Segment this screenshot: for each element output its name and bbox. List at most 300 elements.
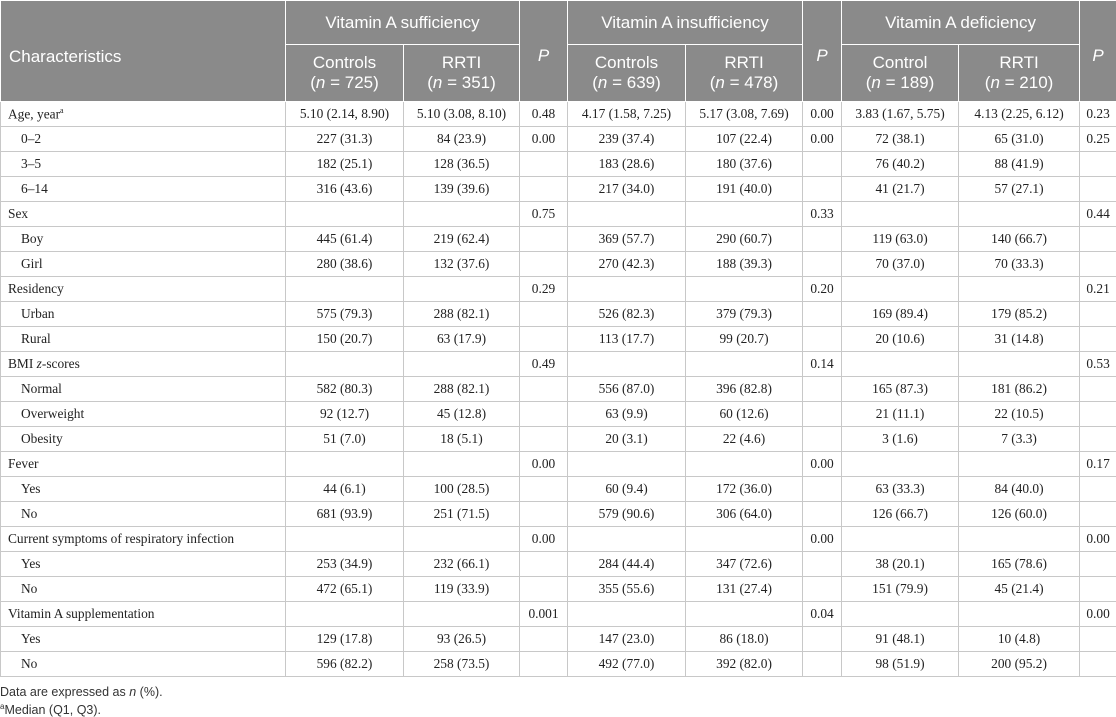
value-cell: 99 (20.7) xyxy=(686,327,803,352)
subcol-n: (n = 210) xyxy=(984,73,1054,92)
value-cell xyxy=(842,602,959,627)
p-header-sufficiency: P xyxy=(520,1,568,102)
subcol-name: Control xyxy=(872,53,928,72)
value-cell: 119 (63.0) xyxy=(842,227,959,252)
value-cell: 132 (37.6) xyxy=(404,252,520,277)
p-value-cell xyxy=(803,652,842,677)
p-value-cell xyxy=(1080,302,1116,327)
value-cell: 21 (11.1) xyxy=(842,402,959,427)
value-cell: 165 (78.6) xyxy=(959,552,1080,577)
p-value-cell: 0.00 xyxy=(520,127,568,152)
p-value-cell xyxy=(803,502,842,527)
row-label-text: Fever xyxy=(8,456,39,471)
value-cell xyxy=(842,452,959,477)
p-value-cell: 0.49 xyxy=(520,352,568,377)
value-cell xyxy=(686,277,803,302)
value-cell: 253 (34.9) xyxy=(286,552,404,577)
p-value-cell xyxy=(803,227,842,252)
row-label xyxy=(1,552,286,577)
value-cell: 280 (38.6) xyxy=(286,252,404,277)
footnote-data-expression: Data are expressed as n (%). xyxy=(0,685,163,699)
subcol-name: Controls xyxy=(312,53,377,72)
p-value-cell xyxy=(1080,552,1116,577)
p-value-cell xyxy=(1080,402,1116,427)
value-cell: 472 (65.1) xyxy=(286,577,404,602)
value-cell: 57 (27.1) xyxy=(959,177,1080,202)
value-cell xyxy=(286,352,404,377)
row-label-text: Normal xyxy=(21,381,62,396)
row-label xyxy=(1,127,286,152)
p-value-cell xyxy=(520,177,568,202)
value-cell xyxy=(286,277,404,302)
value-cell: 20 (10.6) xyxy=(842,327,959,352)
row-label-text: Sex xyxy=(8,206,29,221)
p-value-cell: 0.23 xyxy=(1080,102,1116,127)
p-value-cell: 0.00 xyxy=(803,102,842,127)
p-value-cell: 0.00 xyxy=(1080,602,1116,627)
value-cell: 396 (82.8) xyxy=(686,377,803,402)
subcol-n: (n = 189) xyxy=(865,73,935,92)
p-value-cell xyxy=(803,327,842,352)
row-label-text: Urban xyxy=(21,306,55,321)
p-value-cell xyxy=(520,252,568,277)
value-cell: 51 (7.0) xyxy=(286,427,404,452)
subcol-header xyxy=(568,45,686,102)
value-cell: 7 (3.3) xyxy=(959,427,1080,452)
value-cell: 5.10 (3.08, 8.10) xyxy=(404,102,520,127)
p-value-cell: 0.17 xyxy=(1080,452,1116,477)
value-cell xyxy=(568,277,686,302)
p-value-cell xyxy=(520,152,568,177)
row-label-text: Vitamin A supplementation xyxy=(8,606,155,621)
characteristics-header: Characteristics xyxy=(1,1,286,102)
row-label xyxy=(1,252,286,277)
p-value-cell xyxy=(803,427,842,452)
p-value-cell xyxy=(520,327,568,352)
p-value-cell: 0.00 xyxy=(803,527,842,552)
value-cell: 126 (60.0) xyxy=(959,502,1080,527)
p-value-cell xyxy=(1080,252,1116,277)
subcol-name: RRTI xyxy=(441,53,482,72)
value-cell: 10 (4.8) xyxy=(959,627,1080,652)
table-row xyxy=(1,277,1116,302)
value-cell: 76 (40.2) xyxy=(842,152,959,177)
value-cell: 45 (12.8) xyxy=(404,402,520,427)
value-cell: 316 (43.6) xyxy=(286,177,404,202)
value-cell xyxy=(286,452,404,477)
p-value-cell: 0.001 xyxy=(520,602,568,627)
p-value-cell: 0.20 xyxy=(803,277,842,302)
row-label-text: BMI z-scores xyxy=(8,356,80,371)
value-cell: 91 (48.1) xyxy=(842,627,959,652)
p-value-cell xyxy=(520,302,568,327)
value-cell: 63 (9.9) xyxy=(568,402,686,427)
table-row xyxy=(1,177,1116,202)
value-cell xyxy=(959,602,1080,627)
subcol-header xyxy=(404,45,520,102)
subcol-name: RRTI xyxy=(999,53,1039,72)
row-label-text: 6–14 xyxy=(21,181,48,196)
p-value-cell: 0.29 xyxy=(520,277,568,302)
p-value-cell xyxy=(520,502,568,527)
value-cell: 22 (4.6) xyxy=(686,427,803,452)
value-cell: 72 (38.1) xyxy=(842,127,959,152)
row-label xyxy=(1,202,286,227)
table-row xyxy=(1,227,1116,252)
footnote-marker: a xyxy=(60,105,64,115)
subcol-n: (n = 639) xyxy=(592,73,661,92)
group-header-deficiency: Vitamin A deficiency xyxy=(842,1,1080,45)
value-cell xyxy=(842,277,959,302)
table-row xyxy=(1,602,1116,627)
value-cell: 128 (36.5) xyxy=(404,152,520,177)
value-cell xyxy=(842,527,959,552)
value-cell: 227 (31.3) xyxy=(286,127,404,152)
value-cell: 181 (86.2) xyxy=(959,377,1080,402)
row-label-text: Obesity xyxy=(21,431,63,446)
p-value-cell xyxy=(803,302,842,327)
footnote-median-text: Median (Q1, Q3). xyxy=(4,703,102,717)
p-value-cell xyxy=(1080,327,1116,352)
row-label xyxy=(1,102,286,127)
value-cell xyxy=(568,452,686,477)
value-cell: 18 (5.1) xyxy=(404,427,520,452)
p-value-cell: 0.00 xyxy=(803,127,842,152)
p-value-cell xyxy=(1080,377,1116,402)
table-row xyxy=(1,302,1116,327)
table-row xyxy=(1,652,1116,677)
table-row xyxy=(1,202,1116,227)
value-cell: 284 (44.4) xyxy=(568,552,686,577)
p-value-cell: 0.44 xyxy=(1080,202,1116,227)
row-label-text: Current symptoms of respiratory infection xyxy=(8,531,235,546)
footnote-marker: a xyxy=(0,702,5,711)
table-row xyxy=(1,127,1116,152)
p-value-cell: 0.00 xyxy=(520,452,568,477)
value-cell xyxy=(959,527,1080,552)
subcol-header xyxy=(286,45,404,102)
p-value-cell: 0.53 xyxy=(1080,352,1116,377)
p-value-cell xyxy=(803,252,842,277)
row-label xyxy=(1,402,286,427)
value-cell: 217 (34.0) xyxy=(568,177,686,202)
value-cell: 392 (82.0) xyxy=(686,652,803,677)
table-row xyxy=(1,477,1116,502)
subcol-header xyxy=(959,45,1080,102)
p-value-cell: 0.48 xyxy=(520,102,568,127)
row-label xyxy=(1,177,286,202)
p-value-cell xyxy=(520,652,568,677)
value-cell xyxy=(686,527,803,552)
value-cell xyxy=(842,352,959,377)
group-header-insufficiency: Vitamin A insufficiency xyxy=(568,1,803,45)
value-cell: 3 (1.6) xyxy=(842,427,959,452)
p-value-cell xyxy=(1080,627,1116,652)
p-value-cell: 0.00 xyxy=(520,527,568,552)
value-cell: 4.13 (2.25, 6.12) xyxy=(959,102,1080,127)
value-cell: 180 (37.6) xyxy=(686,152,803,177)
p-value-cell xyxy=(803,577,842,602)
row-label-text: Boy xyxy=(21,231,44,246)
table-row xyxy=(1,252,1116,277)
value-cell xyxy=(959,277,1080,302)
value-cell: 126 (66.7) xyxy=(842,502,959,527)
value-cell: 258 (73.5) xyxy=(404,652,520,677)
p-value-cell xyxy=(803,552,842,577)
value-cell: 20 (3.1) xyxy=(568,427,686,452)
value-cell: 147 (23.0) xyxy=(568,627,686,652)
value-cell xyxy=(404,452,520,477)
value-cell: 582 (80.3) xyxy=(286,377,404,402)
value-cell: 5.17 (3.08, 7.69) xyxy=(686,102,803,127)
p-value-cell: 0.00 xyxy=(803,452,842,477)
value-cell xyxy=(568,527,686,552)
value-cell: 60 (9.4) xyxy=(568,477,686,502)
p-value-cell xyxy=(520,227,568,252)
p-value-cell xyxy=(803,377,842,402)
p-value-cell xyxy=(520,477,568,502)
value-cell: 492 (77.0) xyxy=(568,652,686,677)
p-value-cell xyxy=(520,402,568,427)
row-label xyxy=(1,227,286,252)
value-cell: 579 (90.6) xyxy=(568,502,686,527)
table-row xyxy=(1,527,1116,552)
value-cell: 131 (27.4) xyxy=(686,577,803,602)
value-cell: 98 (51.9) xyxy=(842,652,959,677)
p-value-cell: 0.04 xyxy=(803,602,842,627)
table-row xyxy=(1,102,1116,127)
p-value-cell xyxy=(803,477,842,502)
value-cell: 526 (82.3) xyxy=(568,302,686,327)
row-label xyxy=(1,152,286,177)
row-label-text: 3–5 xyxy=(21,156,42,171)
value-cell: 306 (64.0) xyxy=(686,502,803,527)
row-label-text: No xyxy=(21,506,38,521)
value-cell: 63 (33.3) xyxy=(842,477,959,502)
value-cell: 88 (41.9) xyxy=(959,152,1080,177)
value-cell xyxy=(568,602,686,627)
value-cell: 140 (66.7) xyxy=(959,227,1080,252)
row-label xyxy=(1,477,286,502)
value-cell: 232 (66.1) xyxy=(404,552,520,577)
p-value-cell xyxy=(1080,227,1116,252)
value-cell xyxy=(286,602,404,627)
value-cell: 63 (17.9) xyxy=(404,327,520,352)
table-row xyxy=(1,327,1116,352)
subcol-name: Controls xyxy=(594,53,659,72)
subcol-n: (n = 351) xyxy=(427,73,496,92)
value-cell: 84 (23.9) xyxy=(404,127,520,152)
p-header-insufficiency: P xyxy=(803,1,842,102)
row-label xyxy=(1,377,286,402)
p-value-cell xyxy=(803,402,842,427)
value-cell: 290 (60.7) xyxy=(686,227,803,252)
table-row xyxy=(1,427,1116,452)
value-cell: 169 (89.4) xyxy=(842,302,959,327)
p-value-cell xyxy=(1080,427,1116,452)
value-cell: 3.83 (1.67, 5.75) xyxy=(842,102,959,127)
row-label xyxy=(1,527,286,552)
p-value-cell xyxy=(1080,152,1116,177)
value-cell xyxy=(404,202,520,227)
row-label-text: Rural xyxy=(21,331,51,346)
p-value-cell xyxy=(803,177,842,202)
value-cell: 4.17 (1.58, 7.25) xyxy=(568,102,686,127)
value-cell: 107 (22.4) xyxy=(686,127,803,152)
value-cell: 44 (6.1) xyxy=(286,477,404,502)
subcol-name: RRTI xyxy=(724,53,764,72)
value-cell: 681 (93.9) xyxy=(286,502,404,527)
value-cell: 596 (82.2) xyxy=(286,652,404,677)
value-cell: 5.10 (2.14, 8.90) xyxy=(286,102,404,127)
table-row xyxy=(1,377,1116,402)
row-label-text: 0–2 xyxy=(21,131,42,146)
p-value-cell xyxy=(520,552,568,577)
p-value-cell xyxy=(1080,652,1116,677)
value-cell: 60 (12.6) xyxy=(686,402,803,427)
value-cell: 288 (82.1) xyxy=(404,302,520,327)
p-value-cell xyxy=(1080,502,1116,527)
value-cell: 41 (21.7) xyxy=(842,177,959,202)
value-cell: 270 (42.3) xyxy=(568,252,686,277)
row-label xyxy=(1,352,286,377)
row-label xyxy=(1,452,286,477)
p-value-cell xyxy=(803,152,842,177)
value-cell: 70 (37.0) xyxy=(842,252,959,277)
value-cell: 31 (14.8) xyxy=(959,327,1080,352)
p-value-cell xyxy=(520,577,568,602)
value-cell xyxy=(404,602,520,627)
value-cell xyxy=(959,452,1080,477)
value-cell xyxy=(568,352,686,377)
group-header-sufficiency: Vitamin A sufficiency xyxy=(286,1,520,45)
value-cell: 369 (57.7) xyxy=(568,227,686,252)
value-cell: 151 (79.9) xyxy=(842,577,959,602)
p-value-cell: 0.75 xyxy=(520,202,568,227)
p-value-cell: 0.21 xyxy=(1080,277,1116,302)
value-cell: 179 (85.2) xyxy=(959,302,1080,327)
p-value-cell: 0.25 xyxy=(1080,127,1116,152)
value-cell: 65 (31.0) xyxy=(959,127,1080,152)
row-label xyxy=(1,302,286,327)
row-label-text: Residency xyxy=(8,281,64,296)
footnote-median xyxy=(0,702,101,717)
value-cell: 183 (28.6) xyxy=(568,152,686,177)
p-value-cell: 0.33 xyxy=(803,202,842,227)
p-value-cell xyxy=(1080,177,1116,202)
value-cell: 93 (26.5) xyxy=(404,627,520,652)
value-cell xyxy=(959,202,1080,227)
value-cell: 38 (20.1) xyxy=(842,552,959,577)
row-label-text: No xyxy=(21,656,38,671)
p-value-cell xyxy=(1080,577,1116,602)
value-cell xyxy=(404,352,520,377)
value-cell: 119 (33.9) xyxy=(404,577,520,602)
table-row xyxy=(1,627,1116,652)
row-label-text: Yes xyxy=(21,631,41,646)
value-cell: 22 (10.5) xyxy=(959,402,1080,427)
value-cell: 84 (40.0) xyxy=(959,477,1080,502)
row-label-text: Age, year xyxy=(8,106,61,122)
row-label-text: Overweight xyxy=(21,406,85,421)
value-cell xyxy=(686,452,803,477)
value-cell: 113 (17.7) xyxy=(568,327,686,352)
p-value-cell xyxy=(520,427,568,452)
value-cell: 70 (33.3) xyxy=(959,252,1080,277)
value-cell xyxy=(686,202,803,227)
value-cell: 575 (79.3) xyxy=(286,302,404,327)
table-row xyxy=(1,552,1116,577)
table-row xyxy=(1,402,1116,427)
row-label xyxy=(1,577,286,602)
value-cell: 139 (39.6) xyxy=(404,177,520,202)
value-cell: 92 (12.7) xyxy=(286,402,404,427)
p-value-cell xyxy=(1080,477,1116,502)
subcol-header xyxy=(686,45,803,102)
row-label xyxy=(1,627,286,652)
row-label xyxy=(1,427,286,452)
value-cell: 239 (37.4) xyxy=(568,127,686,152)
value-cell: 100 (28.5) xyxy=(404,477,520,502)
subcol-n: (n = 478) xyxy=(709,73,779,92)
value-cell: 219 (62.4) xyxy=(404,227,520,252)
value-cell xyxy=(686,352,803,377)
value-cell xyxy=(568,202,686,227)
value-cell: 347 (72.6) xyxy=(686,552,803,577)
row-label-text: Yes xyxy=(21,481,41,496)
value-cell: 86 (18.0) xyxy=(686,627,803,652)
value-cell: 355 (55.6) xyxy=(568,577,686,602)
value-cell: 288 (82.1) xyxy=(404,377,520,402)
value-cell: 379 (79.3) xyxy=(686,302,803,327)
value-cell xyxy=(959,352,1080,377)
value-cell: 191 (40.0) xyxy=(686,177,803,202)
value-cell: 445 (61.4) xyxy=(286,227,404,252)
value-cell xyxy=(686,602,803,627)
value-cell: 200 (95.2) xyxy=(959,652,1080,677)
row-label-text: No xyxy=(21,581,38,596)
row-label xyxy=(1,602,286,627)
value-cell: 251 (71.5) xyxy=(404,502,520,527)
p-value-cell: 0.00 xyxy=(1080,527,1116,552)
value-cell xyxy=(286,202,404,227)
value-cell xyxy=(842,202,959,227)
value-cell: 150 (20.7) xyxy=(286,327,404,352)
subcol-header xyxy=(842,45,959,102)
value-cell: 188 (39.3) xyxy=(686,252,803,277)
p-value-cell xyxy=(520,627,568,652)
value-cell xyxy=(404,527,520,552)
table-row xyxy=(1,502,1116,527)
p-value-cell xyxy=(520,377,568,402)
table-row xyxy=(1,577,1116,602)
row-label xyxy=(1,277,286,302)
row-label xyxy=(1,502,286,527)
p-value-cell xyxy=(803,627,842,652)
row-label-text: Girl xyxy=(21,256,43,271)
table-row xyxy=(1,352,1116,377)
value-cell: 45 (21.4) xyxy=(959,577,1080,602)
row-label xyxy=(1,327,286,352)
p-value-cell: 0.14 xyxy=(803,352,842,377)
subcol-n: (n = 725) xyxy=(310,73,379,92)
value-cell xyxy=(286,527,404,552)
table-row xyxy=(1,452,1116,477)
table-row xyxy=(1,152,1116,177)
value-cell: 556 (87.0) xyxy=(568,377,686,402)
row-label-text: Yes xyxy=(21,556,41,571)
row-label xyxy=(1,652,286,677)
